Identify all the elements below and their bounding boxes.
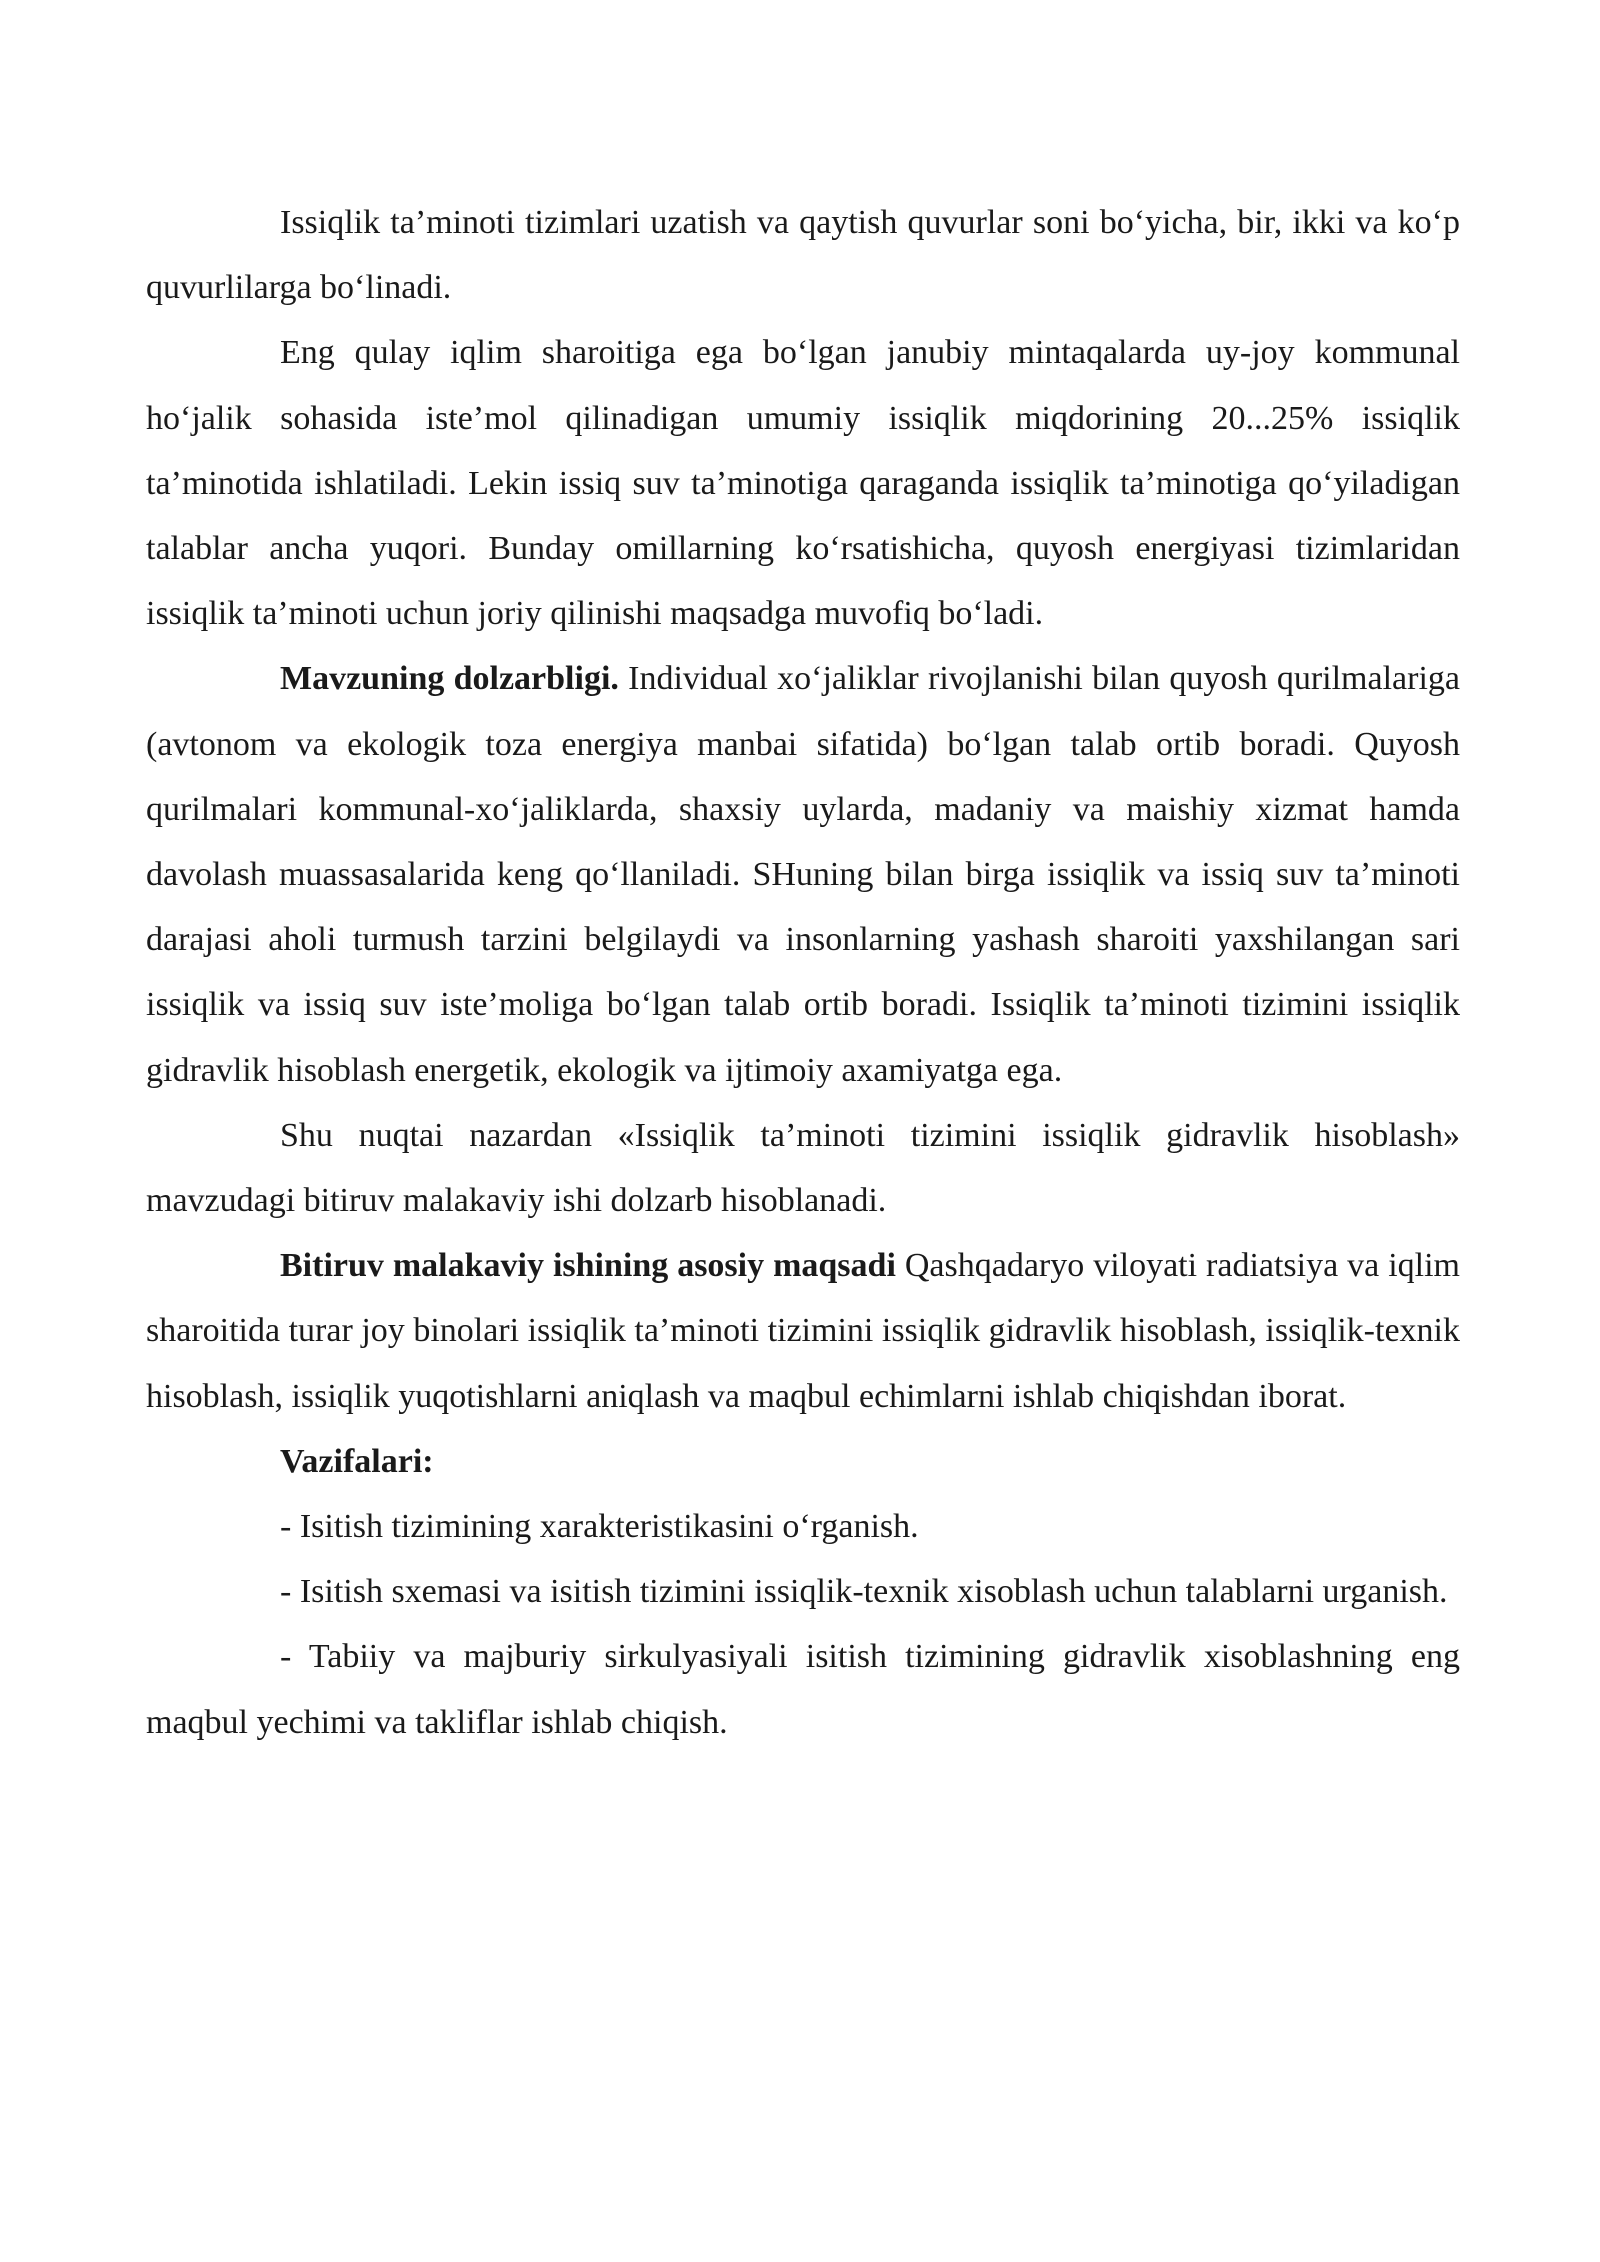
paragraph-pipe-classification (146, 190, 1460, 320)
paragraph-text: Individual xo‘jaliklar rivojlanishi bilan quyosh qurilmalariga (avtonom va ekologik toza energiya manbai sifatida) bo‘lgan talab ortib boradi. Quyosh qurilmalari kommunal-xo‘jaliklarda, shaxsiy uylarda, madaniy va maishiy xizmat hamda davolash muassasalarida keng qo‘llaniladi. SHuning bilan birga issiqlik va issiq suv ta’minoti darajasi aholi turmush tarzini belgilaydi va insonlarning yashash sharoiti yaxshilangan sari issiqlik va issiq suv iste’moliga bo‘lgan talab ortib boradi. Issiqlik ta’minoti tizimini issiqlik gidravlik hisoblash energetik, ekologik va ijtimoiy axamiyatga ega. (146, 660, 1460, 1089)
task-text: - Isitish sxemasi va isitish tizimini issiqlik-texnik xisoblash uchun talablarni urganish. (280, 1573, 1448, 1611)
task-item (146, 1494, 1460, 1559)
tasks-heading: Vazifalari: (280, 1442, 434, 1480)
task-item (146, 1559, 1460, 1624)
task-text: - Isitish tizimining xarakteristikasini o‘rganish. (280, 1508, 919, 1546)
document-page (146, 190, 1460, 1755)
paragraph-text: Eng qulay iqlim sharoitiga ega bo‘lgan janubiy mintaqalarda uy-joy kommunal ho‘jalik sohasida iste’mol qilinadigan umumiy issiqlik miqdorining 20...25% issiqlik ta’minotida ishlatiladi. Lekin issiq suv ta’minotiga qaraganda issiqlik ta’minotiga qo‘yiladigan talablar ancha yuqori. Bunday omillarning ko‘rsatishicha, quyosh energiyasi tizimlaridan issiqlik ta’minoti uchun joriy qilinishi maqsadga muvofiq bo‘ladi. (146, 334, 1460, 633)
paragraph-text: Shu nuqtai nazardan «Issiqlik ta’minoti tizimini issiqlik gidravlik hisoblash» mavzudagi bitiruv malakaviy ishi dolzarb hisoblanadi. (146, 1116, 1460, 1220)
paragraph-text: Issiqlik ta’minoti tizimlari uzatish va qaytish quvurlar soni bo‘yicha, bir, ikki va ko‘p quvurlilarga bo‘linadi. (146, 204, 1460, 307)
main-goal-heading: Bitiruv malakaviy ishining asosiy maqsadi (280, 1247, 896, 1285)
paragraph-relevance (146, 646, 1460, 1102)
relevance-heading: Mavzuning dolzarbligi. (280, 660, 619, 698)
paragraph-topic-relevance (146, 1103, 1460, 1233)
tasks-heading-paragraph (146, 1429, 1460, 1494)
task-item (146, 1624, 1460, 1754)
paragraph-southern-regions (146, 320, 1460, 646)
paragraph-text: Qashqadaryo viloyati radiatsiya va iqlim sharoitida turar joy binolari issiqlik ta’minoti tizimini issiqlik gidravlik hisoblash, issiqlik-texnik hisoblash, issiqlik yuqotishlarni aniqlash va maqbul echimlarni ishlab chiqishdan iborat. (146, 1247, 1460, 1415)
paragraph-main-goal (146, 1233, 1460, 1429)
task-text: - Tabiiy va majburiy sirkulyasiyali isitish tizimining gidravlik xisoblashning eng maqbul yechimi va takliflar ishlab chiqish. (146, 1638, 1460, 1741)
